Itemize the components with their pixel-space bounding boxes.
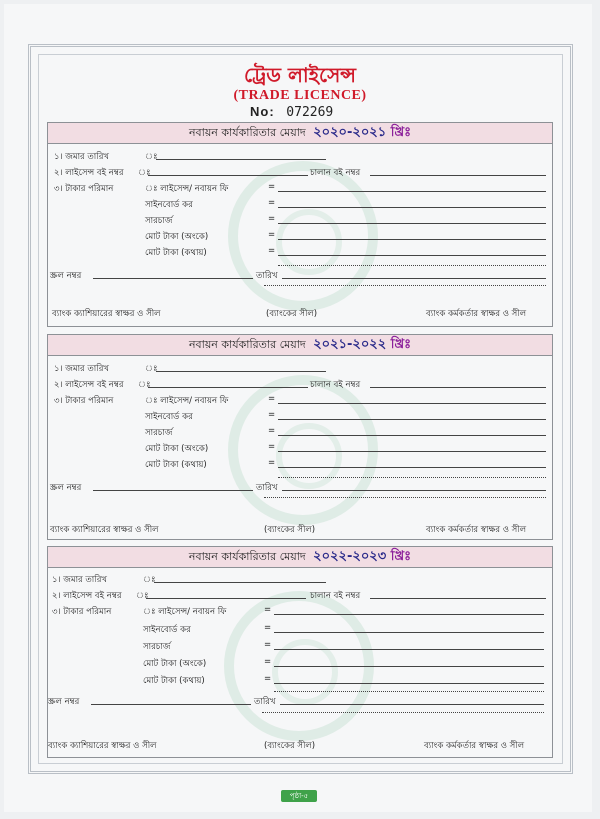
- section-era: খ্রিঃ: [390, 549, 412, 564]
- bank-seal-label: (ব্যাংকের সীল): [264, 525, 316, 535]
- total-words-label: মোট টাকা (কথায়): [143, 676, 205, 686]
- total-figures-field[interactable]: [278, 451, 546, 452]
- colon: ঃ: [138, 380, 151, 390]
- cashier-sign-label: ব্যাংক ক্যাশিয়ারের স্বাক্ষর ও সীল: [52, 309, 161, 319]
- scroll-number-label: স্ক্রল নম্বর: [48, 697, 80, 707]
- colon: ঃ: [145, 364, 158, 374]
- deposit-date-field[interactable]: [156, 159, 326, 160]
- license-book-field[interactable]: [146, 598, 306, 599]
- section-heading: নবায়ন কার্যকারিতার মেয়াদ: [188, 550, 306, 563]
- deposit-date-field[interactable]: [154, 582, 326, 583]
- date-field[interactable]: [282, 278, 546, 279]
- license-fee-field[interactable]: [278, 403, 546, 404]
- license-book-label: ২। লাইসেন্স বই নম্বর: [52, 591, 122, 601]
- total-figures-label: মোট টাকা (অংকে): [145, 232, 209, 242]
- equals-sign: =: [268, 214, 276, 224]
- date-field-extra[interactable]: [262, 712, 544, 713]
- renewal-section-3: [47, 546, 553, 758]
- total-words-label: মোট টাকা (কথায়): [145, 248, 207, 258]
- signboard-tax-label: সাইনবোর্ড কর: [145, 412, 193, 422]
- license-fee-field[interactable]: [274, 614, 544, 615]
- renewal-section-1: [47, 122, 553, 327]
- surcharge-field[interactable]: [278, 435, 546, 436]
- total-figures-label: মোট টাকা (অংকে): [143, 659, 207, 669]
- deposit-date-label: ১। জমার তারিখ: [54, 364, 109, 374]
- equals-sign: =: [264, 605, 272, 615]
- surcharge-label: সারচার্জ: [143, 642, 171, 652]
- surcharge-label: সারচার্জ: [145, 216, 173, 226]
- officer-sign-label: ব্যাংক কর্মকর্তার স্বাক্ষর ও সীল: [426, 525, 527, 535]
- date-label: তারিখ: [256, 483, 278, 493]
- equals-sign: =: [268, 458, 276, 468]
- date-field[interactable]: [280, 704, 544, 705]
- deposit-date-field[interactable]: [156, 371, 326, 372]
- surcharge-field[interactable]: [278, 223, 546, 224]
- license-fee-field[interactable]: [278, 191, 546, 192]
- total-figures-label: মোট টাকা (অংকে): [145, 444, 209, 454]
- colon: ঃ: [145, 152, 158, 162]
- total-words-field[interactable]: [278, 467, 546, 468]
- date-field[interactable]: [282, 490, 546, 491]
- license-book-field[interactable]: [148, 175, 308, 176]
- equals-sign: =: [264, 674, 272, 684]
- scroll-number-field[interactable]: [93, 490, 253, 491]
- total-words-field-extra[interactable]: [278, 477, 546, 478]
- challan-book-label: চালান বই নম্বর: [310, 380, 361, 390]
- officer-sign-label: ব্যাংক কর্মকর্তার স্বাক্ষর ও সীল: [424, 741, 525, 751]
- section-heading: নবায়ন কার্যকারিতার মেয়াদ: [188, 126, 306, 139]
- section-years: ২০২১-২০২২: [313, 337, 387, 352]
- total-words-label: মোট টাকা (কথায়): [145, 460, 207, 470]
- amount-label: ৩। টাকার পরিমান: [52, 607, 112, 617]
- officer-sign-label: ব্যাংক কর্মকর্তার স্বাক্ষর ও সীল: [426, 309, 527, 319]
- watermark-seal: [228, 161, 378, 311]
- equals-sign: =: [268, 426, 276, 436]
- licence-number-value: 072269: [286, 105, 334, 120]
- equals-sign: =: [268, 182, 276, 192]
- section-years: ২০২০-২০২১: [313, 125, 387, 140]
- date-field-extra[interactable]: [264, 497, 546, 498]
- amount-label: ৩। টাকার পরিমান: [54, 396, 114, 406]
- bank-seal-label: (ব্যাংকের সীল): [264, 741, 316, 751]
- licence-number: [250, 104, 333, 120]
- renewal-section-2: [47, 334, 553, 540]
- signboard-tax-field[interactable]: [274, 632, 544, 633]
- bank-seal-label: (ব্যাংকের সীল): [266, 309, 318, 319]
- challan-book-field[interactable]: [370, 175, 546, 176]
- equals-sign: =: [268, 410, 276, 420]
- amount-label: ৩। টাকার পরিমান: [54, 184, 114, 194]
- scroll-number-label: স্ক্রল নম্বর: [50, 483, 82, 493]
- total-figures-field[interactable]: [278, 239, 546, 240]
- total-figures-field[interactable]: [274, 666, 544, 667]
- challan-book-label: চালান বই নম্বর: [310, 168, 361, 178]
- scroll-number-field[interactable]: [93, 278, 253, 279]
- license-fee-label: ঃ লাইসেন্স/ নবায়ন ফি: [143, 607, 227, 617]
- deposit-date-label: ১। জমার তারিখ: [52, 575, 107, 585]
- total-words-field-extra[interactable]: [278, 265, 546, 266]
- signboard-tax-label: সাইনবোর্ড কর: [145, 200, 193, 210]
- equals-sign: =: [268, 198, 276, 208]
- title-bengali: ট্রেড লাইসেন্স: [243, 63, 357, 87]
- page-number-badge: পৃষ্ঠা-৫: [281, 790, 317, 802]
- colon: ঃ: [143, 575, 156, 585]
- colon: ঃ: [138, 168, 151, 178]
- license-book-label: ২। লাইসেন্স বই নম্বর: [54, 168, 124, 178]
- section-era: খ্রিঃ: [390, 337, 412, 352]
- license-fee-label: ঃ লাইসেন্স/ নবায়ন ফি: [145, 396, 229, 406]
- license-book-label: ২। লাইসেন্স বই নম্বর: [54, 380, 124, 390]
- section-header: [48, 335, 552, 356]
- challan-book-label: চালান বই নম্বর: [310, 591, 361, 601]
- equals-sign: =: [268, 442, 276, 452]
- cashier-sign-label: ব্যাংক ক্যাশিয়ারের স্বাক্ষর ও সীল: [50, 525, 159, 535]
- surcharge-field[interactable]: [274, 649, 544, 650]
- equals-sign: =: [264, 623, 272, 633]
- total-words-field[interactable]: [278, 255, 546, 256]
- equals-sign: =: [268, 394, 276, 404]
- section-header: [48, 123, 552, 144]
- colon: ঃ: [136, 591, 149, 601]
- date-field-extra[interactable]: [264, 285, 546, 286]
- cashier-sign-label: ব্যাংক ক্যাশিয়ারের স্বাক্ষর ও সীল: [48, 741, 157, 751]
- signboard-tax-field[interactable]: [278, 419, 546, 420]
- scroll-number-field[interactable]: [91, 704, 251, 705]
- section-heading: নবায়ন কার্যকারিতার মেয়াদ: [188, 338, 306, 351]
- signboard-tax-field[interactable]: [278, 207, 546, 208]
- section-years: ২০২২-২০২৩: [313, 549, 387, 564]
- section-era: খ্রিঃ: [390, 125, 412, 140]
- challan-book-field[interactable]: [370, 387, 546, 388]
- title-english: (TRADE LICENCE): [233, 88, 367, 103]
- total-words-field[interactable]: [274, 683, 544, 684]
- date-label: তারিখ: [256, 271, 278, 281]
- document-header: [0, 64, 600, 104]
- surcharge-label: সারচার্জ: [145, 428, 173, 438]
- license-fee-label: ঃ লাইসেন্স/ নবায়ন ফি: [145, 184, 229, 194]
- watermark-seal: [228, 375, 378, 525]
- total-words-field-extra[interactable]: [274, 691, 544, 692]
- equals-sign: =: [268, 246, 276, 256]
- signboard-tax-label: সাইনবোর্ড কর: [143, 625, 191, 635]
- equals-sign: =: [264, 657, 272, 667]
- license-book-field[interactable]: [148, 387, 308, 388]
- licence-number-label: No:: [250, 104, 275, 119]
- equals-sign: =: [264, 640, 272, 650]
- challan-book-field[interactable]: [370, 598, 546, 599]
- section-header: [48, 547, 552, 568]
- scroll-number-label: স্ক্রল নম্বর: [50, 271, 82, 281]
- equals-sign: =: [268, 230, 276, 240]
- date-label: তারিখ: [254, 697, 276, 707]
- deposit-date-label: ১। জমার তারিখ: [54, 152, 109, 162]
